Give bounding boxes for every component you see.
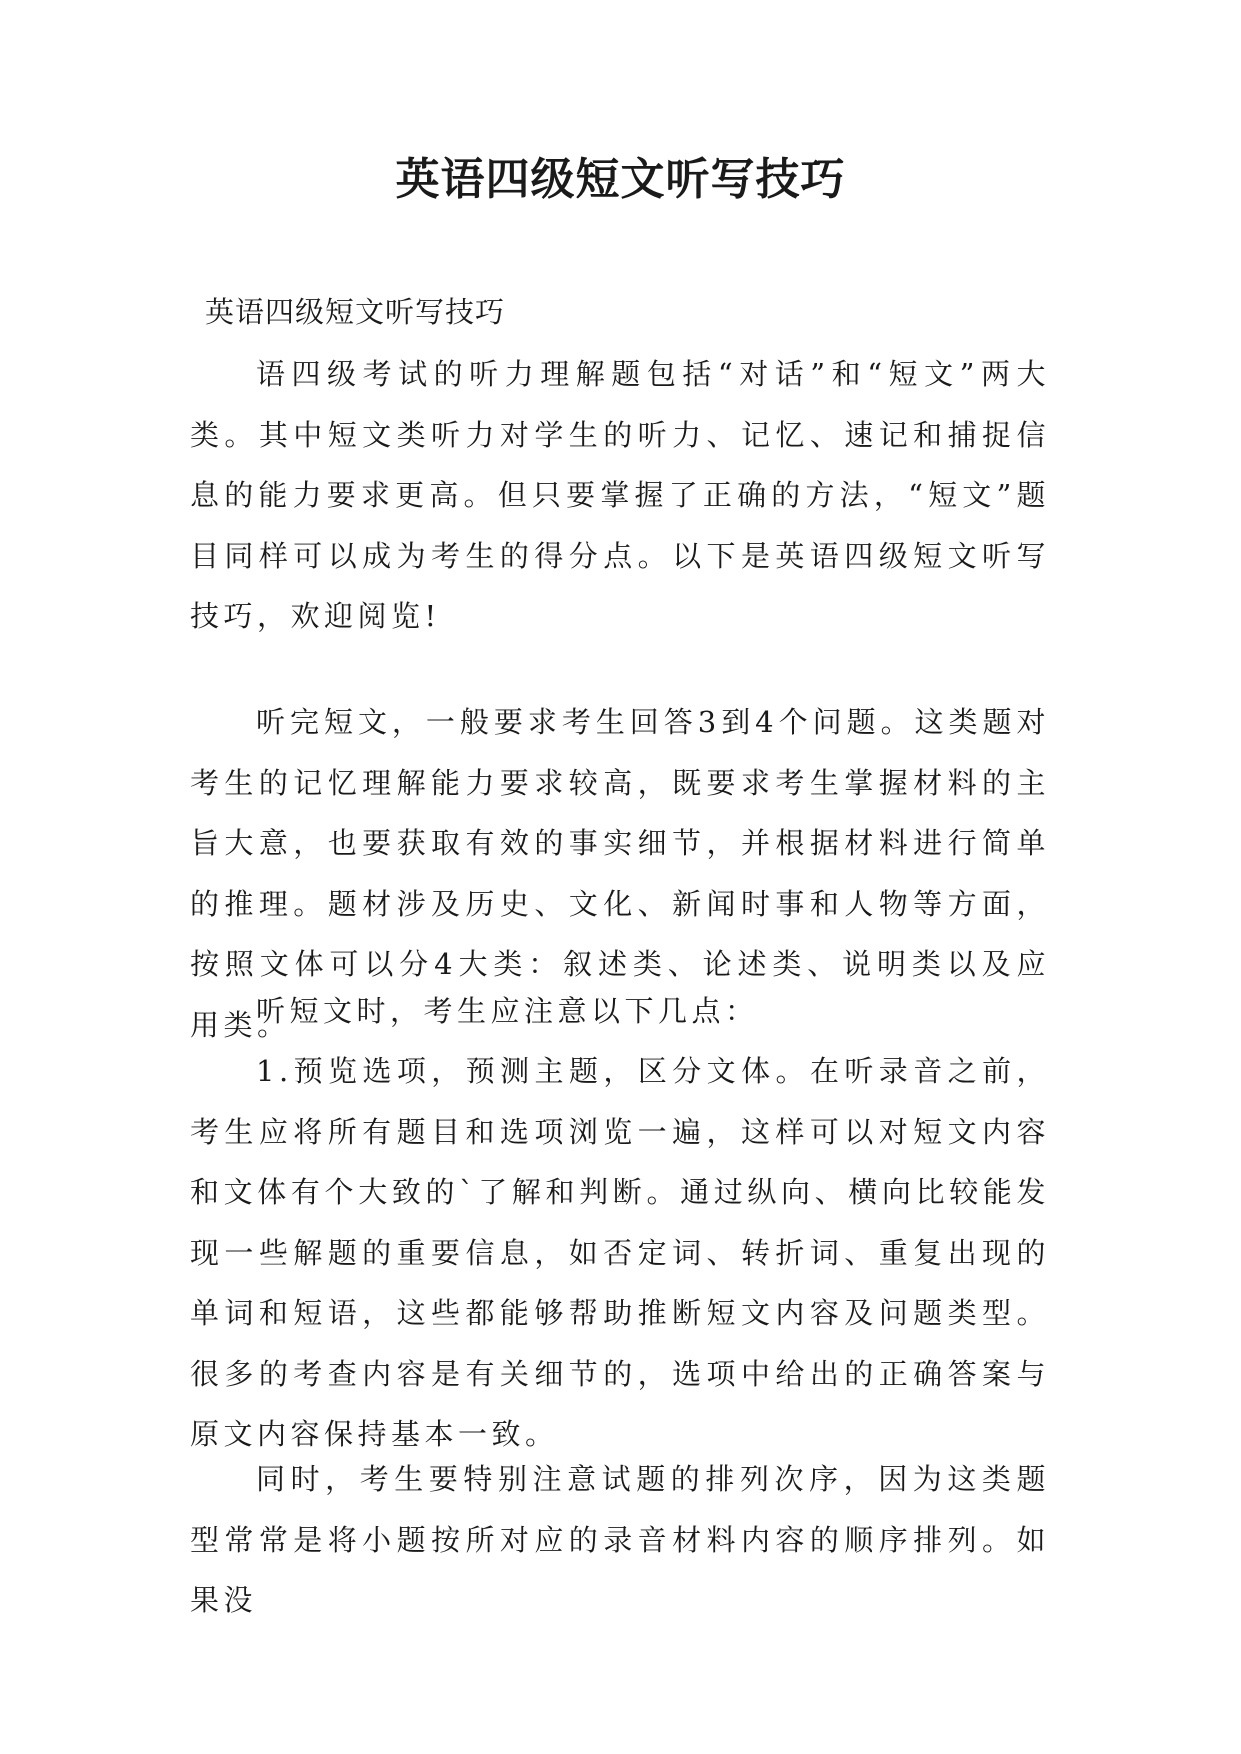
paragraph-notes-lead: 听短文时，考生应注意以下几点： (256, 994, 759, 1028)
paragraph-order: 同时，考生要特别注意试题的排列次序，因为这类题型常常是将小题按所对应的录音材料内容的顺序排列。如果没 (190, 1462, 1050, 1617)
document-title: 英语四级短文听写技巧 (395, 154, 846, 205)
paragraph-overview: 听完短文，一般要求考生回答3到4个问题。这类题对考生的记忆理解能力要求较高，既要求考生掌握材料的主旨大意，也要获取有效的事实细节，并根据材料进行简单的推理。题材涉及历史、文化、新闻时事和人物等方面，按照文体可以分4大类：叙述类、论述类、说明类以及应用类。 (190, 705, 1050, 1042)
document-subtitle: 英语四级短文听写技巧 (205, 295, 506, 329)
paragraph-tip-1: 1.预览选项，预测主题，区分文体。在听录音之前，考生应将所有题目和选项浏览一遍，这样可以对短文内容和文体有个大致的`了解和判断。通过纵向、横向比较能发现一些解题的重要信息，如否定词、转折词、重复出现的单词和短语，这些都能够帮助推断短文内容及问题类型。很多的考查内容是有关细节的，选项中给出的正确答案与原文内容保持基本一致。 (190, 1054, 1050, 1451)
paragraph-intro: 语四级考试的听力理解题包括“对话”和“短文”两大类。其中短文类听力对学生的听力、记忆、速记和捕捉信息的能力要求更高。但只要掌握了正确的方法，“短文”题目同样可以成为考生的得分点。以下是英语四级短文听写技巧，欢迎阅览! (190, 357, 1050, 633)
